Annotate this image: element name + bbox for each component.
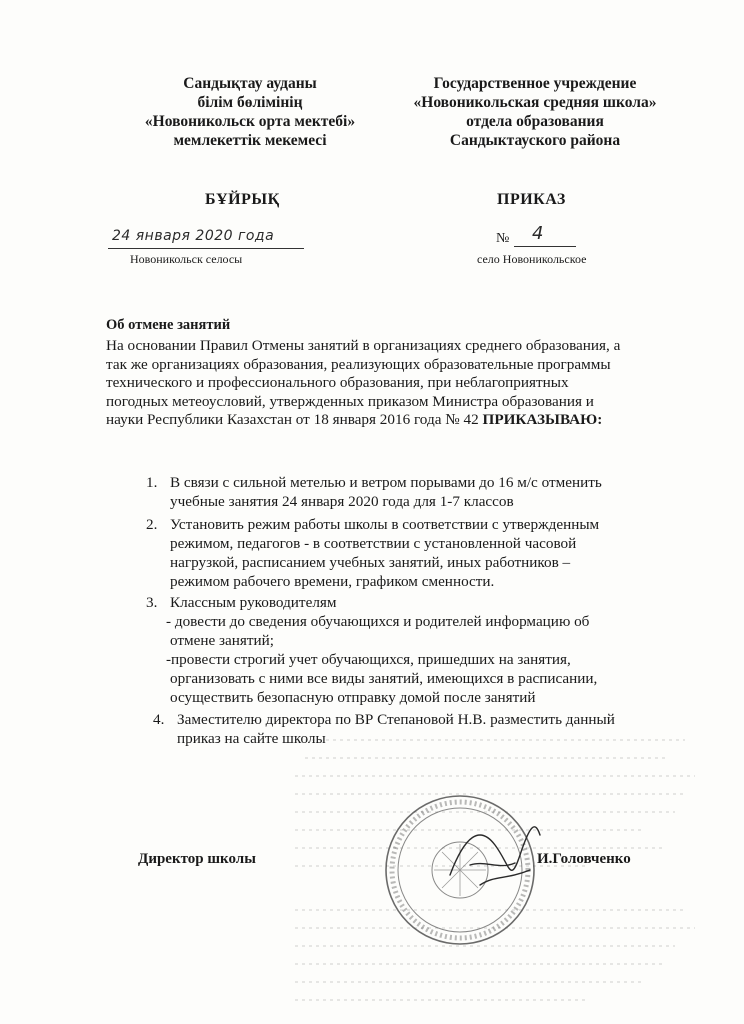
header-kz-line: мемлекеттік мекемесі [173,132,327,149]
item-line: режимом, педагогов - в соответствии с установленной часовой [170,535,577,552]
item-line: нагрузкой, расписанием учебных занятий, иных работников – [170,554,571,571]
order-title-ru: ПРИКАЗ [497,191,566,208]
basis-paragraph [106,337,686,430]
item-line: - довести до сведения обучающихся и родителей информацию об [166,613,590,630]
basis-last-line [106,411,686,430]
signer-name: И.Головченко [537,851,631,867]
number-field [514,222,576,247]
header-ru-line: Государственное учреждение [433,75,637,92]
item-line: отмене занятий; [170,632,275,649]
header-ru-line: отдела образования [466,113,604,130]
header-ru [385,74,685,150]
number-label: № [496,231,510,246]
item-number: 2. [146,516,158,533]
item-number: 1. [146,474,158,491]
handwritten-number: 4 [532,223,544,244]
item-number: 4. [153,711,165,728]
item-number: 3. [146,594,158,611]
basis-line: погодных метеоусловий, утвержденных приказом Министра образования и [106,392,594,410]
order-title-kz: БҰЙРЫҚ [205,191,280,208]
header-kz-line: Сандықтау ауданы [183,75,317,92]
signer-role: Директор школы [138,851,256,867]
basis-line: так же организациях образования, реализующих образовательные программы [106,355,611,373]
item-line: В связи с сильной метелью и ветром порывами до 16 м/с отменить [170,474,602,491]
order-subject: Об отмене занятий [106,317,231,333]
handwritten-signature [440,815,550,895]
item-line: учебные занятия 24 января 2020 года для 1-7 классов [170,493,514,510]
item-line: осуществить безопасную отправку домой после занятий [170,689,536,706]
order-word: ПРИКАЗЫВАЮ: [482,411,603,428]
place-ru: село Новоникольское [477,252,587,266]
item-line: Классным руководителям [170,594,337,611]
date-field [108,228,304,249]
header-ru-line: Сандыктауского района [449,132,621,149]
basis-line: технического и профессионального образования, при неблагоприятных [106,374,569,391]
header-kz [125,74,375,150]
item-line: приказ на сайте школы [177,730,326,747]
header-ru-line: «Новоникольская средняя школа» [413,94,657,111]
place-kz: Новоникольск селосы [130,252,243,266]
item-line: Заместителю директора по ВР Степановой Н.В. разместить данный [177,711,615,728]
item-line: Установить режим работы школы в соответствии с утвержденным [170,516,600,533]
header-kz-line: «Новоникольск орта мектебі» [144,113,356,130]
basis-line: На основании Правил Отмены занятий в организациях среднего образования, а [106,337,621,354]
item-line: режимом рабочего времени, графиком сменности. [170,573,495,590]
item-line: организовать с ними все виды занятий, имеющихся в расписании, [170,670,598,687]
handwritten-date: 24 января 2020 года [112,228,275,244]
header-kz-line: білім бөлімінің [197,94,303,111]
basis-line-text: науки Республики Казахстан от 18 января 2016 года № 42 [106,411,483,428]
item-line: -провести строгий учет обучающихся, пришедших на занятия, [166,651,571,668]
